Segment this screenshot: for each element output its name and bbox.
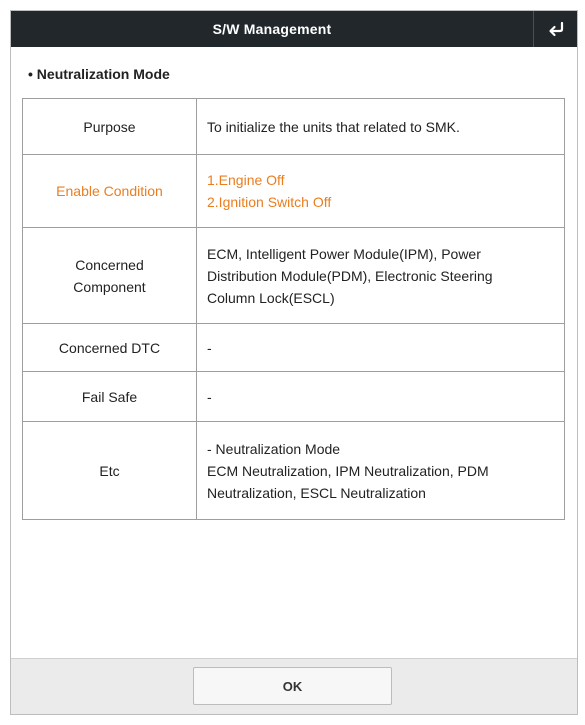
table-row-concerned-dtc: [23, 324, 565, 372]
value-line: Neutralization, ESCL Neutralization: [207, 484, 426, 501]
return-arrow-icon: [547, 21, 565, 37]
value-line: -: [207, 339, 212, 356]
row-label: Fail Safe: [23, 372, 197, 422]
dialog-footer: [11, 658, 577, 714]
row-label: Concerned DTC: [23, 324, 197, 372]
row-value: [197, 372, 565, 422]
value-line: 1.Engine Off: [207, 172, 285, 188]
value-line: - Neutralization Mode: [207, 440, 341, 457]
section-heading: • Neutralization Mode: [28, 66, 170, 82]
row-value: [197, 99, 565, 155]
table-row-etc: [23, 422, 565, 520]
title-bar: [11, 11, 577, 47]
value-line: ECM, Intelligent Power Module(IPM), Power: [207, 245, 481, 262]
label-line: Concerned: [75, 256, 144, 273]
row-label: Enable Condition: [23, 155, 197, 228]
value-line: Column Lock(ESCL): [207, 289, 335, 306]
row-label: Purpose: [23, 99, 197, 155]
row-value: [197, 422, 565, 520]
value-line: -: [207, 388, 212, 405]
row-value: [197, 228, 565, 324]
info-table: [22, 98, 565, 520]
table-row-fail-safe: [23, 372, 565, 422]
label-line: Component: [73, 278, 146, 295]
sw-management-dialog: [10, 10, 578, 715]
value-line: ECM Neutralization, IPM Neutralization, PDM: [207, 462, 489, 479]
row-value: [197, 155, 565, 228]
table-row-concerned-component: [23, 228, 565, 324]
row-label: Etc: [23, 422, 197, 520]
value-line: 2.Ignition Switch Off: [207, 194, 332, 210]
value-line: Distribution Module(PDM), Electronic Steering: [207, 267, 493, 284]
row-value: [197, 324, 565, 372]
row-label: [23, 228, 197, 324]
table-row-enable-condition: [23, 155, 565, 228]
value-line: To initialize the units that related to SMK.: [207, 118, 460, 135]
window-title: S/W Management: [212, 21, 332, 37]
back-button[interactable]: [533, 11, 577, 47]
ok-button[interactable]: OK: [193, 667, 392, 705]
table-row-purpose: [23, 99, 565, 155]
